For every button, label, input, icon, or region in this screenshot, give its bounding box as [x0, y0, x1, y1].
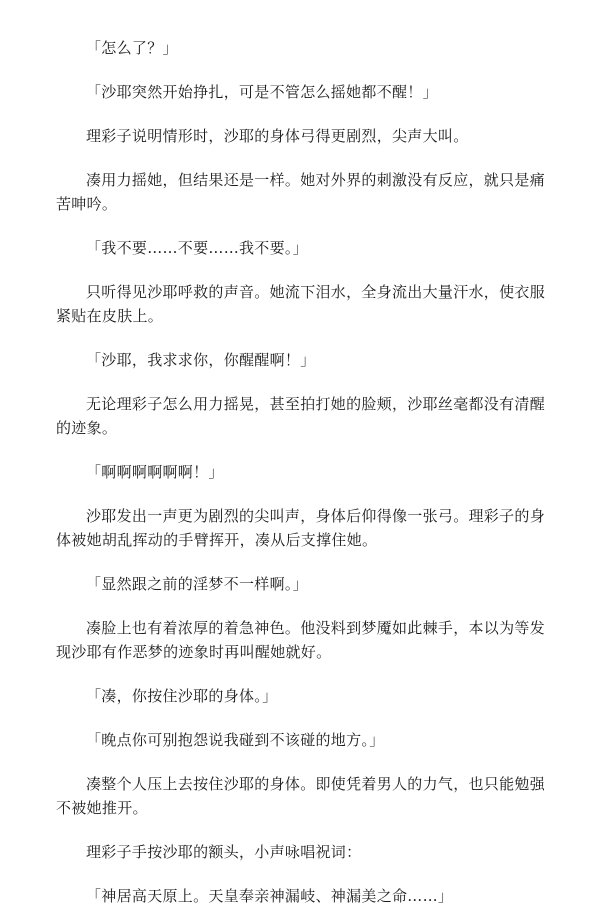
- paragraph-12: 凑脸上也有着浓厚的着急神色。他没料到梦魇如此棘手，本以为等发现沙耶有作恶梦的迹象时再叫醒她就好。: [56, 619, 546, 661]
- paragraph-5: 「我不要……不要……我不要。」: [86, 239, 309, 257]
- paragraph-1: 「怎么了？」: [86, 39, 178, 57]
- paragraph-16: 理彩子手按沙耶的额头，小声咏唱祝词：: [86, 843, 362, 861]
- paragraph-6: 只听得见沙耶呼救的声音。她流下泪水，全身流出大量汗水，使衣服紧贴在皮肤上。: [56, 283, 546, 325]
- paragraph-13: 「凑，你按住沙耶的身体。」: [86, 687, 278, 705]
- paragraph-9: 「啊啊啊啊啊啊！」: [86, 463, 224, 481]
- paragraph-15: 凑整个人压上去按住沙耶的身体。即使凭着男人的力气，也只能勉强不被她推开。: [56, 775, 546, 817]
- paragraph-4: 凑用力摇她，但结果还是一样。她对外界的刺激没有反应，就只是痛苦呻吟。: [56, 171, 546, 213]
- paragraph-10: 沙耶发出一声更为剧烈的尖叫声，身体后仰得像一张弓。理彩子的身体被她胡乱挥动的手臂挥开，凑从后支撑住她。: [56, 507, 546, 549]
- paragraph-8: 无论理彩子怎么用力摇晃，甚至拍打她的脸颊，沙耶丝毫都没有清醒的迹象。: [56, 395, 546, 437]
- paragraph-2: 「沙耶突然开始挣扎，可是不管怎么摇她都不醒！」: [86, 83, 438, 101]
- paragraph-17: 「神居高天原上。天皇奉亲神漏岐、神漏美之命……」: [86, 887, 454, 905]
- paragraph-14: 「晚点你可别抱怨说我碰到不该碰的地方。」: [86, 731, 385, 749]
- paragraph-3: 理彩子说明情形时，沙耶的身体弓得更剧烈，尖声大叫。: [86, 127, 469, 145]
- paragraph-11: 「显然跟之前的淫梦不一样啊。」: [86, 575, 309, 593]
- paragraph-7: 「沙耶，我求求你，你醒醒啊！」: [86, 351, 316, 369]
